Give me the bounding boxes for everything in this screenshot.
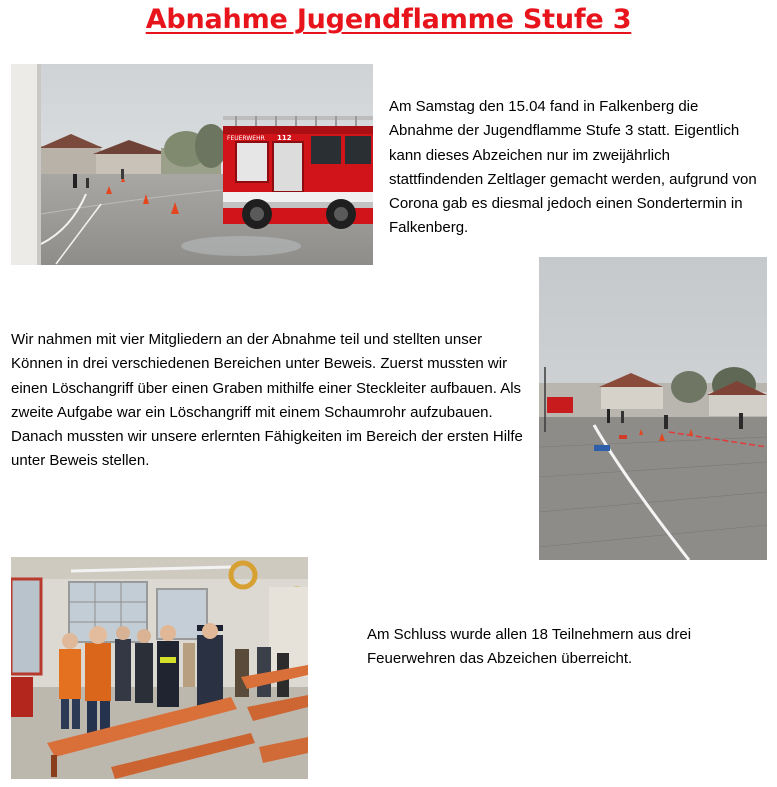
page-title: Abnahme Jugendflamme Stufe 3 [145, 4, 632, 35]
closing-paragraph: Am Schluss wurde allen 18 Teilnehmern aus drei Feuerwehren das Abzeichen überreicht. [367, 626, 692, 668]
truck-label: FEUERWEHR [227, 135, 265, 142]
photo-fire-truck [11, 64, 373, 265]
photo-award-ceremony [11, 557, 308, 779]
tasks-paragraph: Wir nahmen mit vier Mitgliedern an der Abnahme teil und stellten unser Können in drei verschiedenen Bereichen unter Beweis. Zuerst mussten wir einen Löschangriff über einen Graben mithilfe einer Steckleiter aufbauen. Als zweite Aufgabe war ein Löschangriff mit einem Schaumrohr aufzubauen. Danach mussten wir unsere erlernten Fähigkeiten im Bereich der ersten Hilfe unter Beweis stellen. [11, 331, 523, 470]
truck-number: 112 [277, 134, 292, 142]
intro-paragraph: Am Samstag den 15.04 fand in Falkenberg die Abnahme der Jugendflamme Stufe 3 statt. Eigentlich kann dieses Abzeichen nur im zweijährlich stattfindenden Zeltlager gemacht werden, aufgrund von Corona gab es diesmal jedoch einen Sondertermin in Falkenberg. [389, 98, 757, 237]
photo-courtyard-hose [539, 257, 767, 560]
